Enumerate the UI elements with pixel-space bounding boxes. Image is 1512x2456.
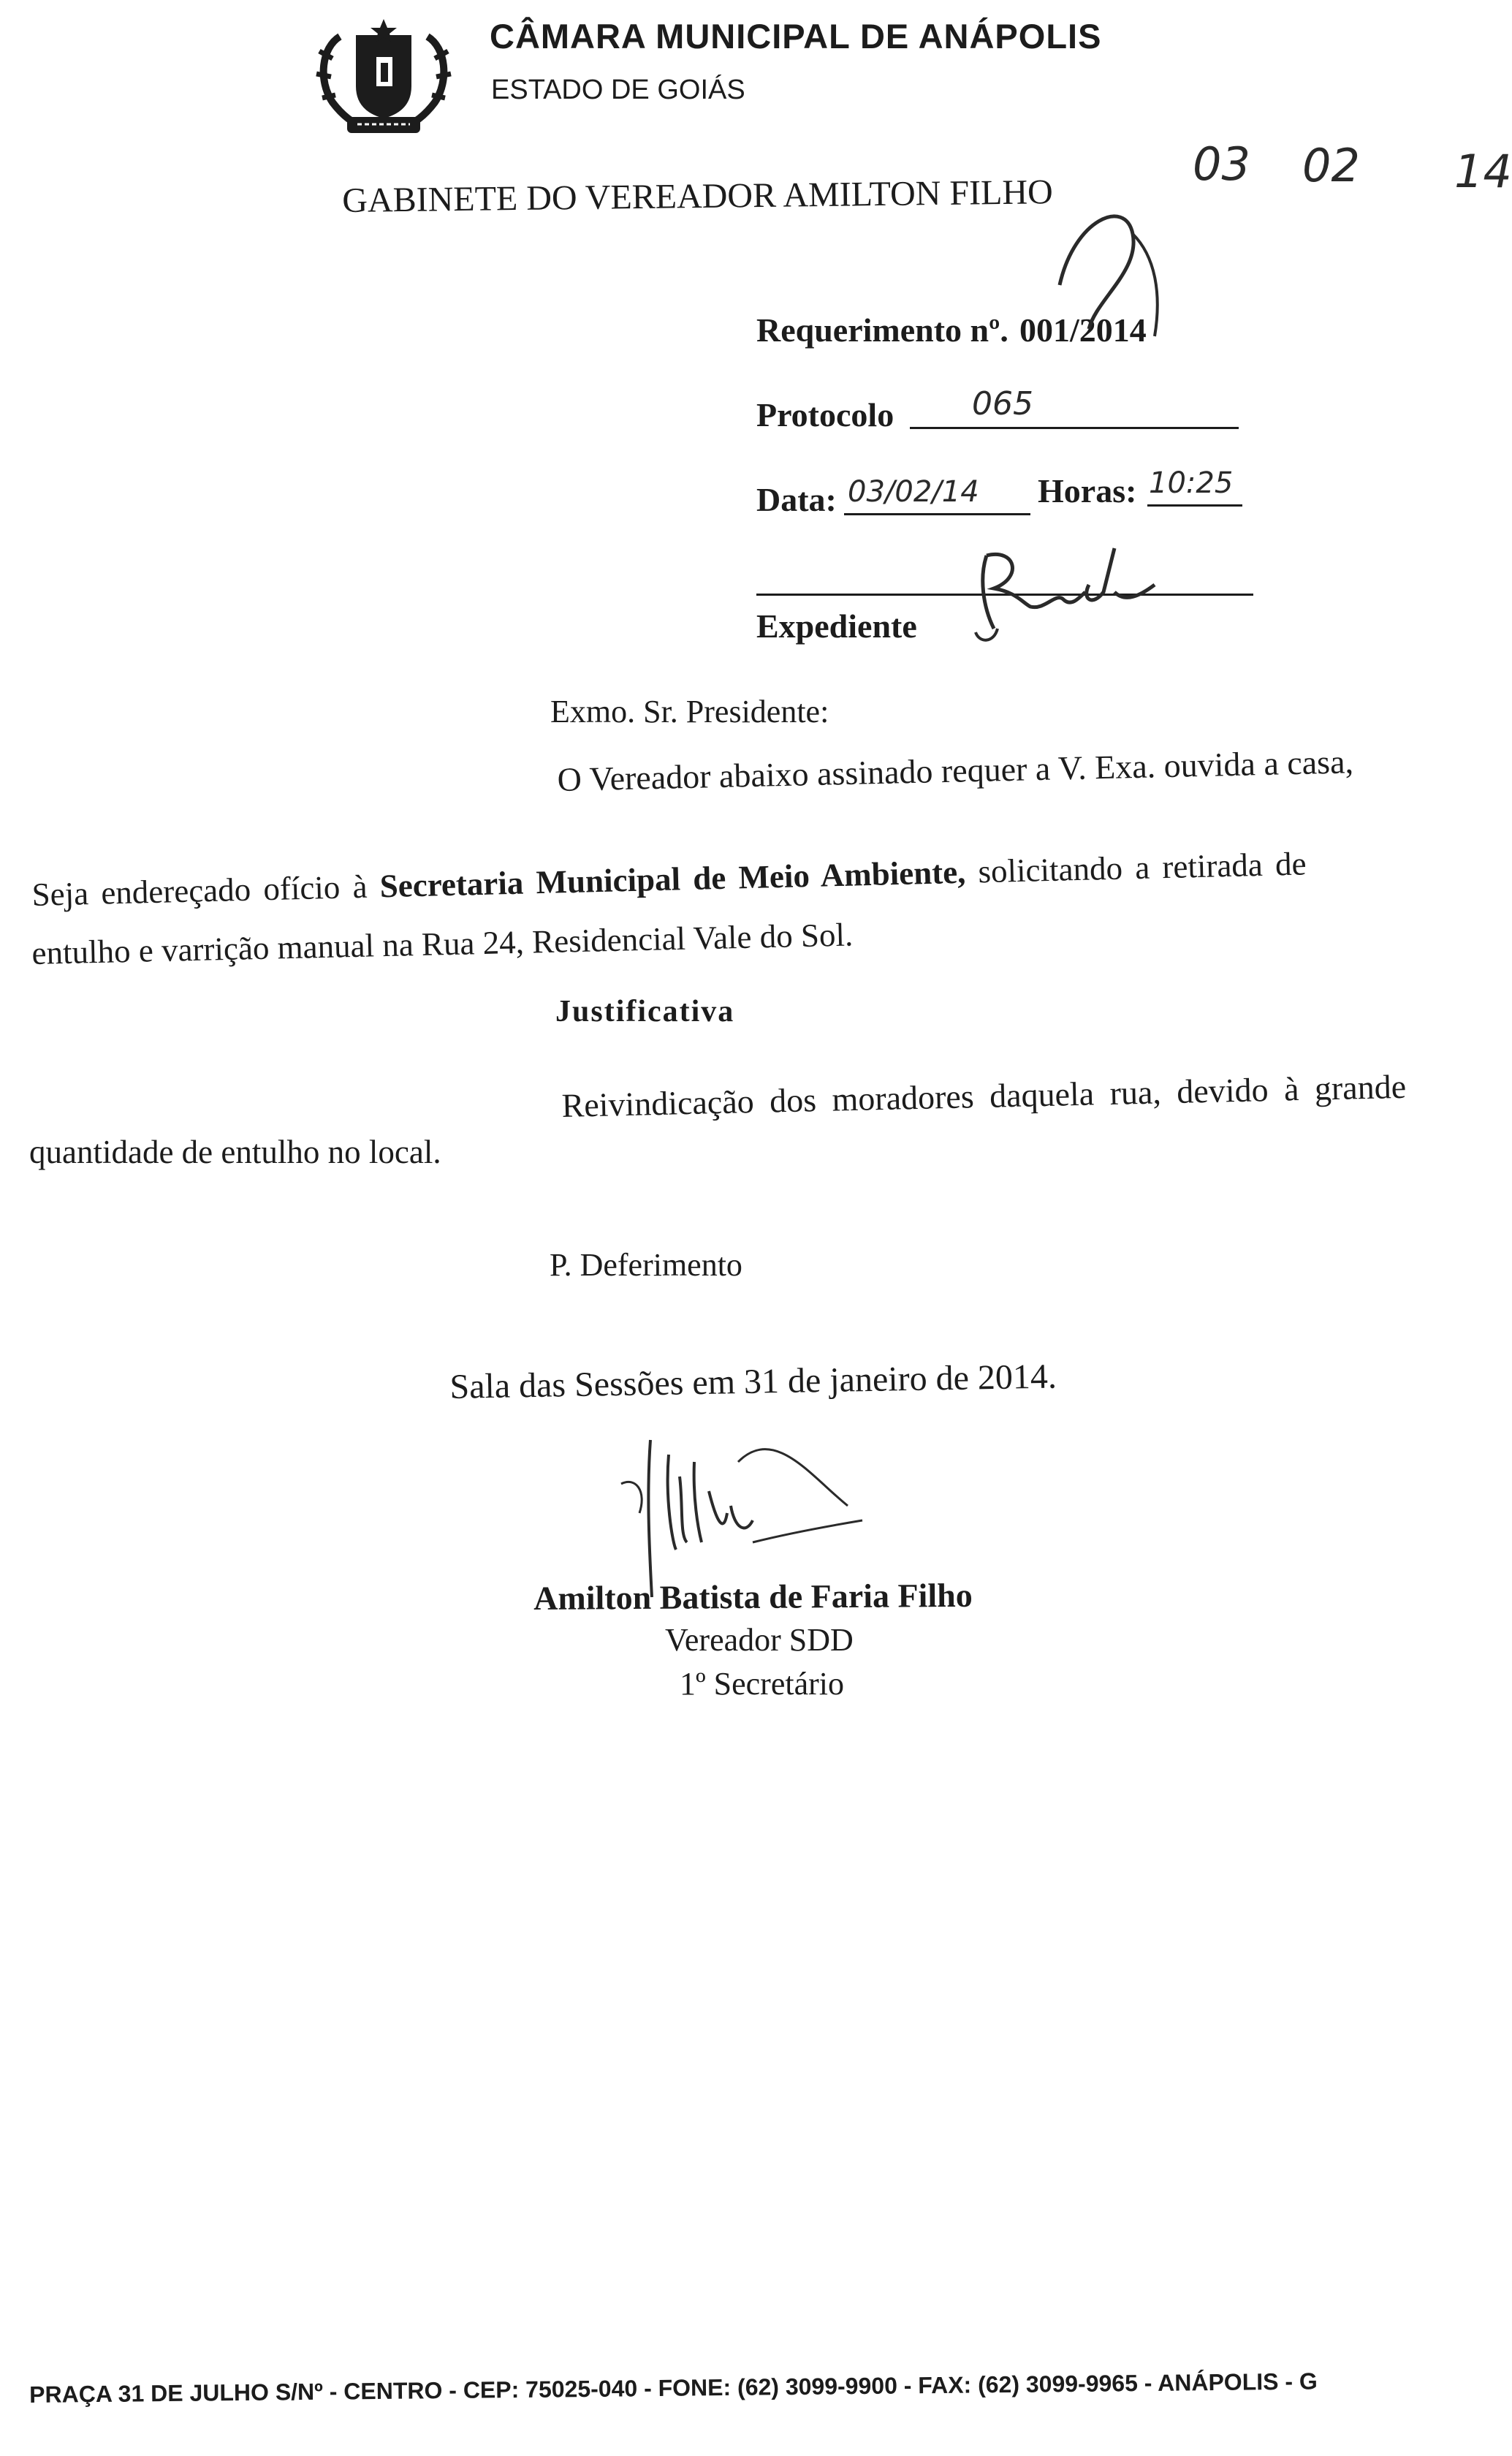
date-value: 03/02/14: [848, 475, 979, 509]
paragraph-line1-pre: Seja endereçado ofício à: [31, 868, 381, 913]
request-paragraph-line1: [31, 844, 1307, 914]
justification-line2: quantidade de entulho no local.: [29, 1134, 441, 1170]
state-name: ESTADO DE GOIÁS: [491, 75, 745, 105]
expediente-initials: [965, 534, 1198, 651]
stamp-day: 03: [1193, 137, 1250, 191]
justification-title: Justificativa: [555, 995, 735, 1028]
signer-name: Amilton Batista de Faria Filho: [533, 1576, 973, 1617]
date-line: [844, 513, 1030, 515]
signer-role: Vereador SDD: [665, 1622, 854, 1658]
signer-position: 1º Secretário: [680, 1666, 844, 1702]
expediente-label: Expediente: [756, 607, 917, 645]
request-number-label: Requerimento nº.: [756, 311, 1008, 349]
salutation: Exmo. Sr. Presidente:: [550, 694, 829, 729]
justification-line1: Reivindicação dos moradores daquela rua, devido à grande: [561, 1067, 1407, 1124]
hours-label: Horas:: [1038, 472, 1137, 509]
cabinet-title: GABINETE DO VEREADOR AMILTON FILHO: [342, 173, 1054, 220]
request-number-value: 001/2014: [1019, 311, 1147, 349]
protocol-check-mark: [1045, 190, 1177, 336]
institution-name: CÂMARA MUNICIPAL DE ANÁPOLIS: [490, 17, 1102, 56]
hours-value: 10:25: [1149, 466, 1234, 500]
stamp-year: 14: [1454, 145, 1512, 198]
deferimento: P. Deferimento: [550, 1247, 742, 1283]
intro-text: O Vereador abaixo assinado requer a V. Exa. ouvida a casa,: [557, 743, 1354, 798]
protocol-label: Protocolo: [756, 396, 894, 433]
footer-address: PRAÇA 31 DE JULHO S/Nº - CENTRO - CEP: 75025-040 - FONE: (62) 3099-9900 - FAX: (62) 3099-9965 - ANÁPOLIS - G: [29, 2368, 1318, 2408]
request-paragraph-line2: entulho e varrição manual na Rua 24, Residencial Vale do Sol.: [31, 916, 854, 971]
stamp-month: 02: [1302, 139, 1360, 192]
protocol-line: [910, 427, 1239, 429]
protocol-value: 065: [972, 385, 1033, 422]
coat-of-arms-logo: [311, 15, 457, 146]
date-label: Data:: [756, 481, 837, 518]
hours-line: [1147, 504, 1242, 507]
paragraph-line1-bold: Secretaria Municipal de Meio Ambiente,: [379, 853, 966, 905]
place-date: Sala das Sessões em 31 de janeiro de 2014.: [449, 1357, 1057, 1406]
paragraph-line1-post: solicitando a retirada de: [965, 845, 1307, 890]
